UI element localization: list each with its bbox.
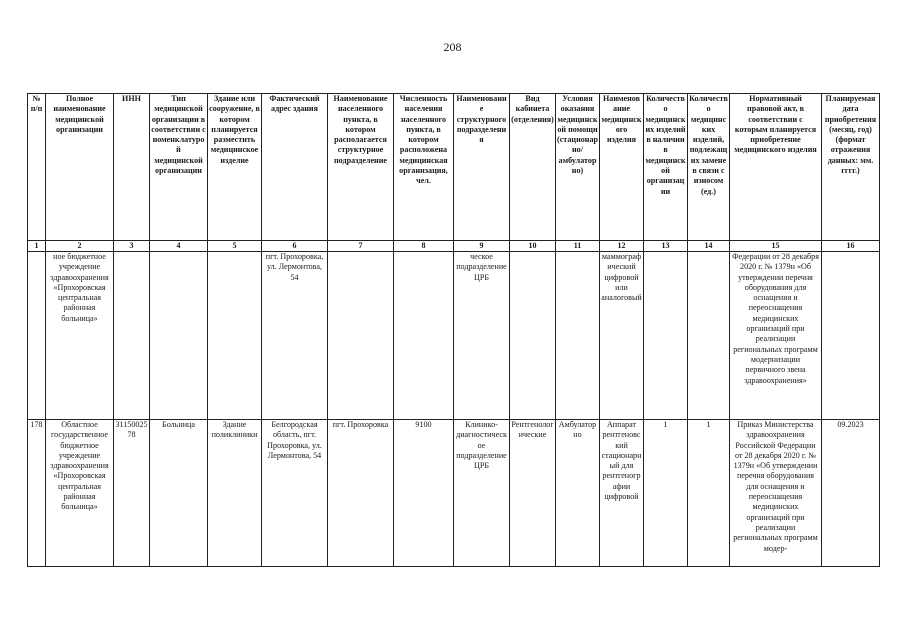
table-cell: Белгородская область, пгт. Прохоровка, ул. Лермонтова, 54	[262, 420, 328, 567]
column-number: 16	[822, 241, 880, 252]
table-cell	[822, 252, 880, 420]
header-cell: Условия оказания медицинской помощи (стационарно/ амбулаторно)	[556, 94, 600, 241]
column-number: 3	[114, 241, 150, 252]
table-cell: 178	[28, 420, 46, 567]
table-cell	[556, 252, 600, 420]
table-cell: 09.2023	[822, 420, 880, 567]
table-cell: Рентгенологические	[510, 420, 556, 567]
header-cell: Здание или сооружение, в котором планируется разместить медицинское изделие	[208, 94, 262, 241]
table-cell	[208, 252, 262, 420]
table-cell: Областное государственное бюджетное учреждение здравоохранения «Прохоровская центральная районная больница»	[46, 420, 114, 567]
column-number: 8	[394, 241, 454, 252]
table-cell: Приказ Министерства здравоохранения Российской Федерации от 28 декабря 2020 г. № 1379н «Об утверждении перечня оборудования для оснащения и переоснащения медицинских организаций при реализации региональных программ модер-	[730, 420, 822, 567]
page-number: 208	[443, 40, 462, 54]
column-number: 2	[46, 241, 114, 252]
equipment-register-table	[27, 93, 880, 567]
table-cell: Больница	[150, 420, 208, 567]
column-number: 14	[688, 241, 730, 252]
column-number: 10	[510, 241, 556, 252]
column-number: 11	[556, 241, 600, 252]
table-cell: маммографический цифровой или аналоговый	[600, 252, 644, 420]
table-cell	[28, 252, 46, 420]
header-cell: Наименование структурного подразделения	[454, 94, 510, 241]
table-cell: пгт. Прохоровка, ул. Лермонтова, 54	[262, 252, 328, 420]
table-row	[28, 252, 880, 420]
table-cell: пгт. Прохоровка	[328, 420, 394, 567]
header-cell: Количество медицинских изделий в наличии в медицинской организации	[644, 94, 688, 241]
table-cell: ное бюджетное учреждение здравоохранения «Прохоровская центральная районная больница»	[46, 252, 114, 420]
column-number: 5	[208, 241, 262, 252]
table-cell: 1	[688, 420, 730, 567]
table-cell	[644, 252, 688, 420]
table-cell: Амбулаторно	[556, 420, 600, 567]
column-number: 12	[600, 241, 644, 252]
table-header-row	[28, 94, 880, 241]
header-cell: Наименование медицинского изделия	[600, 94, 644, 241]
table-cell	[114, 252, 150, 420]
header-cell: № п/п	[28, 94, 46, 241]
header-cell: Полное наименование медицинской организации	[46, 94, 114, 241]
column-number: 6	[262, 241, 328, 252]
header-cell: Нормативный правовой акт, в соответствии с которым планируется приобретение медицинского изделия	[730, 94, 822, 241]
header-cell: Планируемая дата приобретения (месяц, год) (формат отражения данных: мм. гггг.)	[822, 94, 880, 241]
header-cell: Количество медицинских изделий, подлежащих замене в связи с износом (ед.)	[688, 94, 730, 241]
table-cell	[394, 252, 454, 420]
table-cell	[328, 252, 394, 420]
column-number: 4	[150, 241, 208, 252]
table-cell: 1	[644, 420, 688, 567]
table-cell: ческое подразделение ЦРБ	[454, 252, 510, 420]
table-cell: Федерации от 28 декабря 2020 г. № 1379н «Об утверждении перечня оборудования для оснащения и переоснащения медицинских организаций при реализации региональных программ модернизации первичного звена здравоохранения»	[730, 252, 822, 420]
table-cell: 9100	[394, 420, 454, 567]
column-number: 9	[454, 241, 510, 252]
column-number: 7	[328, 241, 394, 252]
header-cell: Численность населения населенного пункта, в котором расположена медицинская организация, чел.	[394, 94, 454, 241]
table-cell	[688, 252, 730, 420]
table-cell: Клинико-диагностическое подразделение ЦРБ	[454, 420, 510, 567]
header-cell: ИНН	[114, 94, 150, 241]
table-cell: 3115002578	[114, 420, 150, 567]
table-row	[28, 420, 880, 567]
column-number: 13	[644, 241, 688, 252]
column-number-row	[28, 241, 880, 252]
column-number: 15	[730, 241, 822, 252]
table-cell	[150, 252, 208, 420]
header-cell: Тип медицинской организации в соответствии с номенклатурой медицинской организации	[150, 94, 208, 241]
table-cell	[510, 252, 556, 420]
column-number: 1	[28, 241, 46, 252]
table-cell: Аппарат рентгеновский стационарный для рентгенографии цифровой	[600, 420, 644, 567]
header-cell: Вид кабинета (отделения)	[510, 94, 556, 241]
table-cell: Здание поликлиники	[208, 420, 262, 567]
header-cell: Наименование населенного пункта, в котором располагается структурное подразделение	[328, 94, 394, 241]
header-cell: Фактический адрес здания	[262, 94, 328, 241]
